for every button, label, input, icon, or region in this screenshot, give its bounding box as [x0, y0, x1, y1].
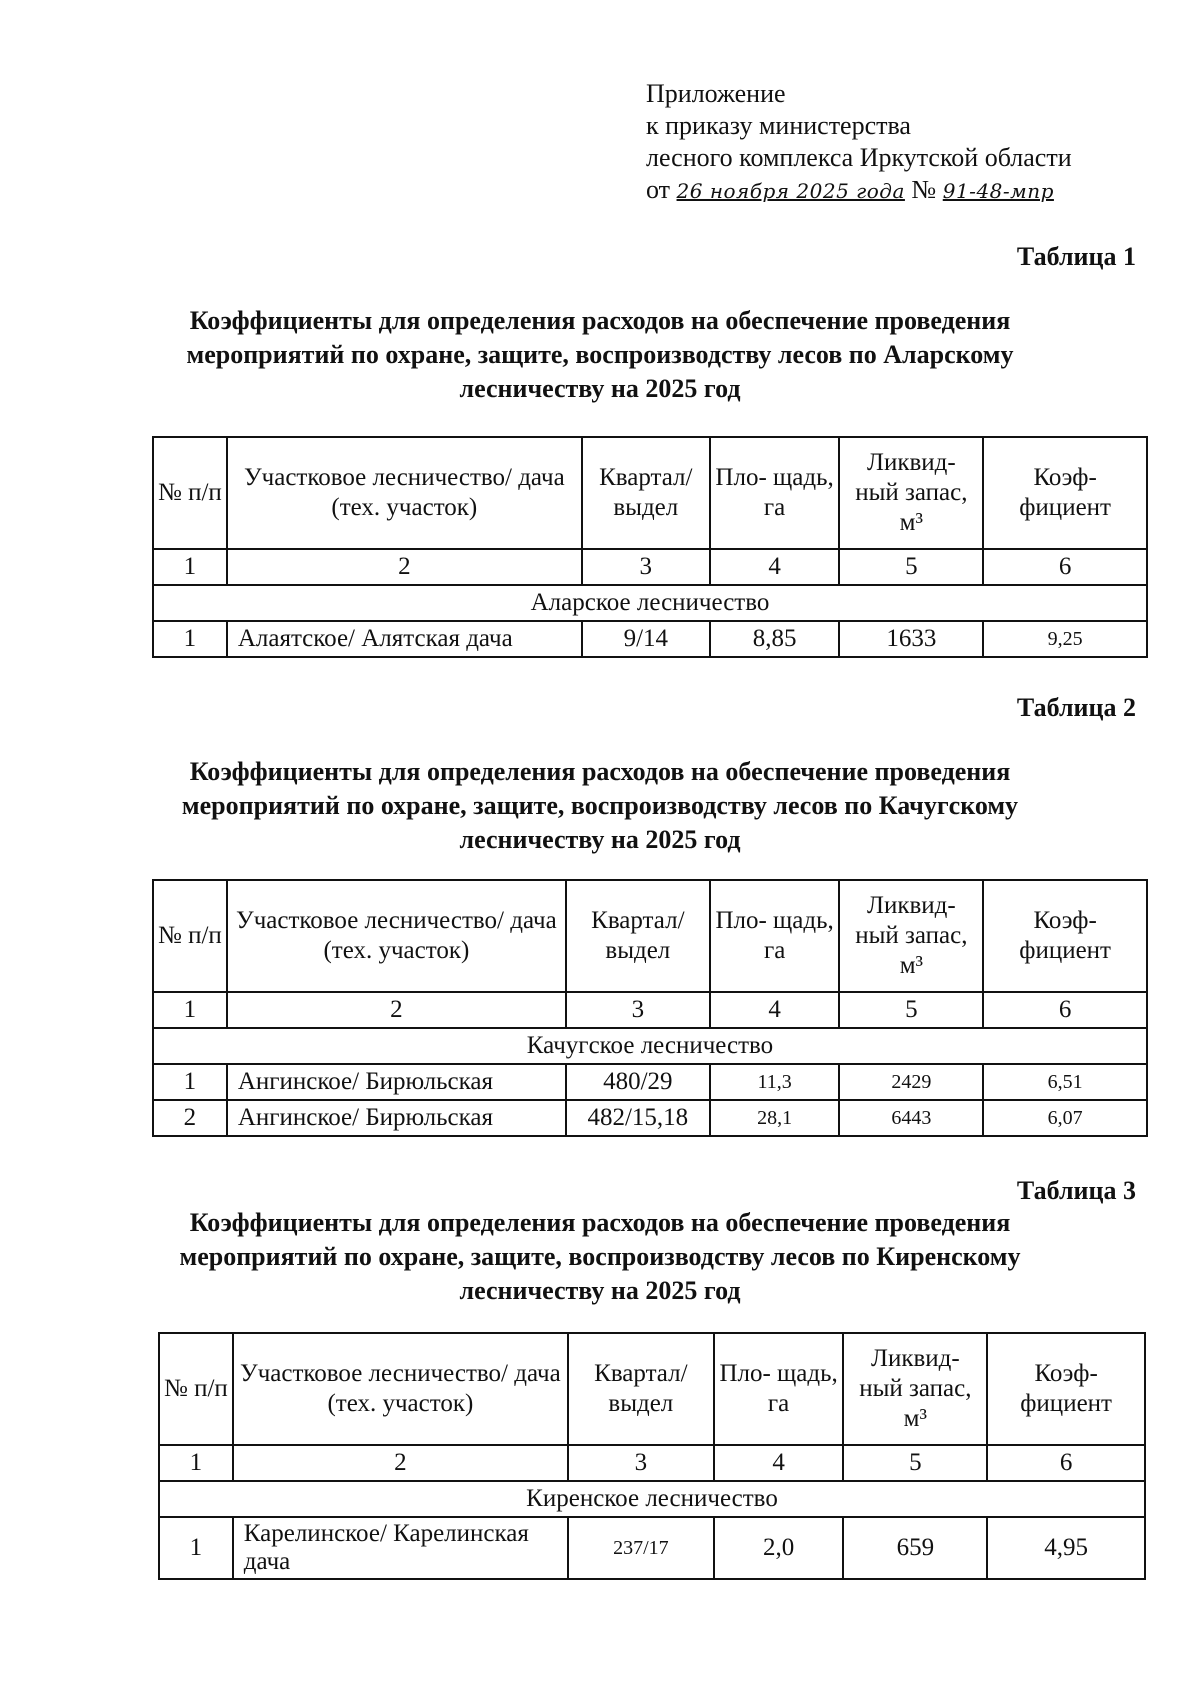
cell-stock: 2429: [839, 1064, 983, 1100]
header-block: Квартал/ выдел: [566, 880, 710, 992]
col-num: 4: [710, 549, 840, 585]
cell-coef: 6,07: [983, 1100, 1147, 1136]
appendix-title: Приложение: [646, 79, 786, 108]
table-3: [158, 1332, 1146, 1580]
cell-number: 1: [159, 1517, 233, 1579]
header-forestry: Участковое лесничество/ дача (тех. участок): [227, 880, 566, 992]
cell-area: 2,0: [714, 1517, 844, 1579]
from-prefix: от: [646, 175, 671, 204]
col-num: 6: [983, 549, 1147, 585]
col-num: 4: [710, 992, 840, 1028]
handwritten-number: 91-48-мпр: [942, 179, 1054, 203]
col-num: 6: [987, 1445, 1145, 1481]
header-coef: Коэф- фициент: [983, 880, 1147, 992]
header-forestry: Участковое лесничество/ дача (тех. участок): [233, 1333, 568, 1445]
cell-number: 2: [153, 1100, 227, 1136]
table-1: [152, 436, 1148, 658]
col-num: 4: [714, 1445, 844, 1481]
col-num: 3: [566, 992, 710, 1028]
column-number-row: [153, 549, 1147, 585]
table-1-label: Таблица 1: [1016, 242, 1136, 271]
header-number: № п/п: [153, 437, 227, 549]
header-block: Квартал/ выдел: [568, 1333, 714, 1445]
cell-forestry: Алаятское/ Алятская дача: [227, 621, 582, 657]
cell-block: 237/17: [568, 1517, 714, 1579]
cell-number: 1: [153, 621, 227, 657]
section-name: Киренское лесничество: [159, 1481, 1145, 1517]
col-num: 3: [582, 549, 710, 585]
table-row: [153, 1064, 1147, 1100]
col-num: 1: [153, 992, 227, 1028]
cell-area: 28,1: [710, 1100, 840, 1136]
table-header-row: [159, 1333, 1145, 1445]
number-sign: №: [911, 175, 937, 204]
col-num: 1: [159, 1445, 233, 1481]
cell-area: 8,85: [710, 621, 840, 657]
header-coef: Коэф- фициент: [983, 437, 1147, 549]
col-num: 5: [839, 992, 983, 1028]
cell-coef: 4,95: [987, 1517, 1145, 1579]
section-row: [153, 1028, 1147, 1064]
col-num: 3: [568, 1445, 714, 1481]
section-name: Качугское лесничество: [153, 1028, 1147, 1064]
table-3-title: Коэффициенты для определения расходов на обеспечение проведения мероприятий по охране, защите, воспроизводству лесов по Киренскому лесничеству на 2025 год: [179, 1208, 1021, 1305]
cell-coef: 6,51: [983, 1064, 1147, 1100]
cell-forestry: Карелинское/ Карелинская дача: [233, 1517, 568, 1579]
column-number-row: [153, 992, 1147, 1028]
cell-stock: 6443: [839, 1100, 983, 1136]
header-number: № п/п: [159, 1333, 233, 1445]
table-2-label: Таблица 2: [1016, 693, 1136, 722]
table-row: [153, 621, 1147, 657]
section-row: [153, 585, 1147, 621]
handwritten-date: 26 ноября 2025 года: [676, 179, 905, 203]
table-2-title: Коэффициенты для определения расходов на обеспечение проведения мероприятий по охране, защите, воспроизводству лесов по Качугскому лесничеству на 2025 год: [181, 757, 1019, 854]
header-area: Пло- щадь, га: [710, 437, 840, 549]
table-header-row: [153, 437, 1147, 549]
header-area: Пло- щадь, га: [714, 1333, 844, 1445]
header-stock: Ликвид- ный запас, м³: [839, 880, 983, 992]
table-2: [152, 879, 1148, 1137]
header-area: Пло- щадь, га: [710, 880, 840, 992]
appendix-block: [646, 78, 1072, 207]
section-row: [159, 1481, 1145, 1517]
col-num: 2: [227, 992, 566, 1028]
cell-forestry: Ангинское/ Бирюльская: [227, 1100, 566, 1136]
section-name: Аларское лесничество: [153, 585, 1147, 621]
cell-block: 482/15,18: [566, 1100, 710, 1136]
header-stock: Ликвид- ный запас, м³: [843, 1333, 987, 1445]
col-num: 5: [839, 549, 983, 585]
table-1-title: Коэффициенты для определения расходов на обеспечение проведения мероприятий по охране, защите, воспроизводству лесов по Аларскому лесничеству на 2025 год: [186, 306, 1014, 403]
appendix-date-line: [646, 174, 1072, 207]
cell-area: 11,3: [710, 1064, 840, 1100]
header-coef: Коэф- фициент: [987, 1333, 1145, 1445]
col-num: 2: [227, 549, 582, 585]
header-block: Квартал/ выдел: [582, 437, 710, 549]
cell-number: 1: [153, 1064, 227, 1100]
table-3-label: Таблица 3: [1016, 1176, 1136, 1205]
cell-stock: 659: [843, 1517, 987, 1579]
appendix-order-line: к приказу министерства: [646, 111, 911, 140]
column-number-row: [159, 1445, 1145, 1481]
col-num: 2: [233, 1445, 568, 1481]
table-row: [159, 1517, 1145, 1579]
header-number: № п/п: [153, 880, 227, 992]
appendix-ministry-line: лесного комплекса Иркутской области: [646, 143, 1072, 172]
cell-block: 480/29: [566, 1064, 710, 1100]
header-stock: Ликвид- ный запас, м³: [839, 437, 983, 549]
table-header-row: [153, 880, 1147, 992]
col-num: 1: [153, 549, 227, 585]
cell-forestry: Ангинское/ Бирюльская: [227, 1064, 566, 1100]
col-num: 6: [983, 992, 1147, 1028]
table-row: [153, 1100, 1147, 1136]
col-num: 5: [843, 1445, 987, 1481]
cell-coef: 9,25: [983, 621, 1147, 657]
cell-block: 9/14: [582, 621, 710, 657]
header-forestry: Участковое лесничество/ дача (тех. участок): [227, 437, 582, 549]
cell-stock: 1633: [839, 621, 983, 657]
